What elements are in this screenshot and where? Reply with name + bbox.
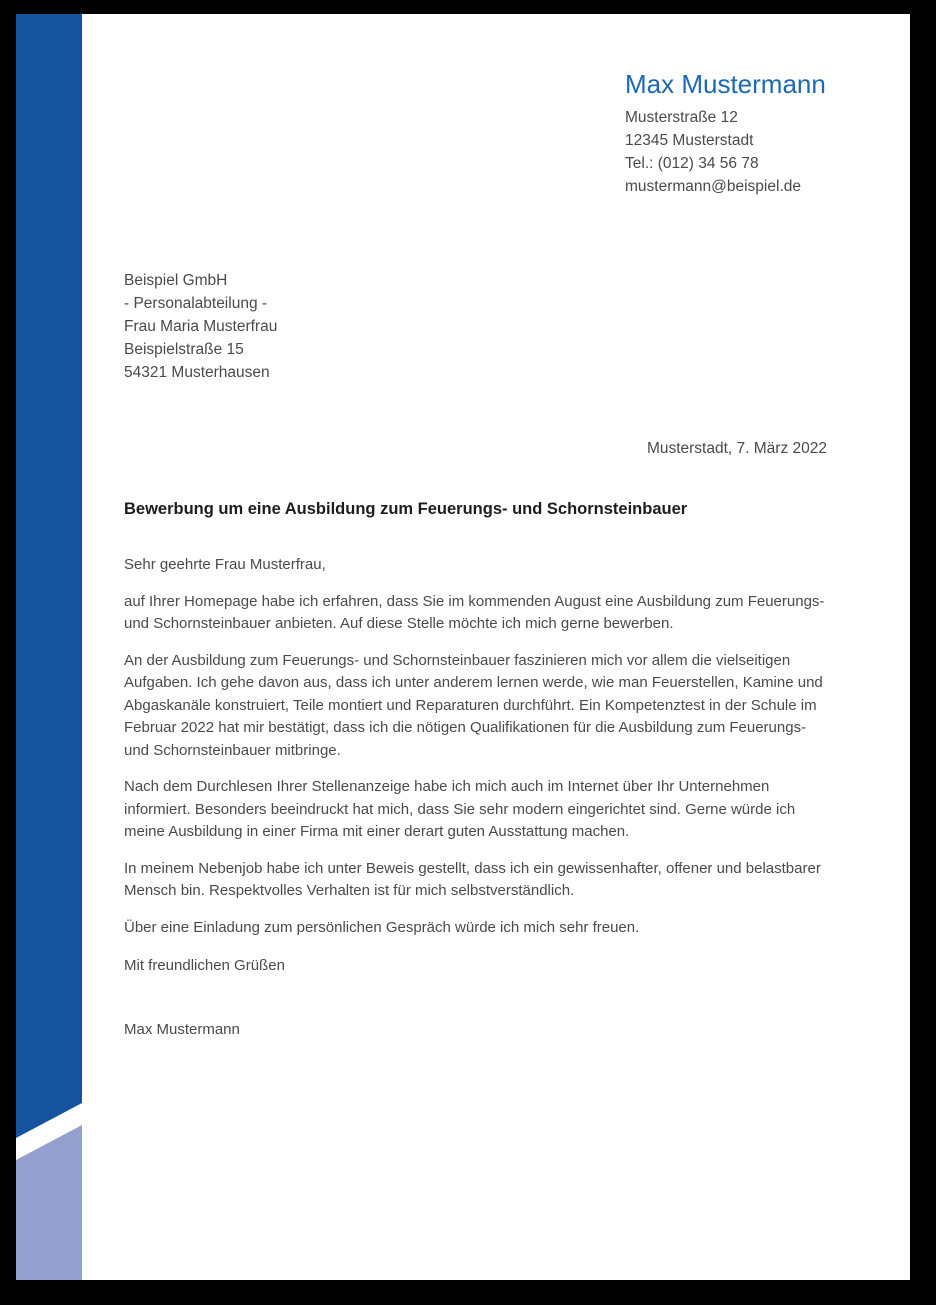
letter-body [124,591,827,940]
recipient-line: Beispiel GmbH [124,272,228,289]
body-paragraph: auf Ihrer Homepage habe ich erfahren, dass Sie im kommenden August eine Ausbildung zum Feuerungs- und Schornsteinbauer anbieten. Auf diese Stelle möchte ich mich gerne bewerben. [124,592,825,632]
sender-address-line: mustermann@beispiel.de [625,178,801,195]
recipient-line: Frau Maria Musterfrau [124,318,278,335]
decorative-side-stripe [16,14,82,1280]
letter-content [124,14,827,1041]
body-paragraph: An der Ausbildung zum Feuerungs- und Schornsteinbauer faszinieren mich vor allem die vielseitigen Aufgaben. Ich gehe davon aus, dass ich unter anderem lernen werde, wie man Feuerstellen, Kamine und Abgaskanäle konstruiert, Teile montiert und Reparaturen durchführt. Ein Kompetenztest in der Schule im Februar 2022 hat mir bestätigt, dass ich die nötigen Qualifikationen für die Ausbildung zum Feuerungs- und Schornsteinbauer mitbringe. [124,651,823,759]
recipient-line: Beispielstraße 15 [124,341,244,358]
body-paragraph: In meinem Nebenjob habe ich unter Beweis gestellt, dass ich ein gewissenhafter, offener und belastbarer Mensch bin. Respektvolles Verhalten ist für mich selbstverständlich. [124,859,821,899]
sender-name: Max Mustermann [625,69,826,99]
signature-name: Max Mustermann [124,1020,240,1038]
sender-address-line: Musterstraße 12 [625,109,738,126]
side-stripe-dark-segment [16,14,82,1280]
recipient-line: 54321 Musterhausen [124,364,270,381]
date-line: Musterstadt, 7. März 2022 [646,440,827,457]
body-paragraph: Nach dem Durchlesen Ihrer Stellenanzeige habe ich mich auch im Internet über Ihr Unternehmen informiert. Besonders beeindruckt hat mich, dass Sie sehr modern eingerichtet sind. Gerne würde ich meine Ausbildung in einer Firma mit einer derart guten Ausstattung machen. [124,778,796,840]
recipient-block [124,269,827,384]
subject-line: Bewerbung um eine Ausbildung zum Feuerungs- und Schornsteinbauer [124,500,688,518]
body-paragraph: Über eine Einladung zum persönlichen Gespräch würde ich mich sehr freuen. [124,918,640,936]
sender-address-line: 12345 Musterstadt [625,132,754,149]
sender-block [625,14,827,198]
sender-address-line: Tel.: (012) 34 56 78 [625,155,759,172]
salutation: Sehr geehrte Frau Musterfrau, [124,556,326,573]
letter-page [16,14,910,1280]
closing-phrase: Mit freundlichen Grüßen [124,957,285,974]
sender-address [625,106,827,198]
recipient-line: - Personalabteilung - [124,295,268,312]
